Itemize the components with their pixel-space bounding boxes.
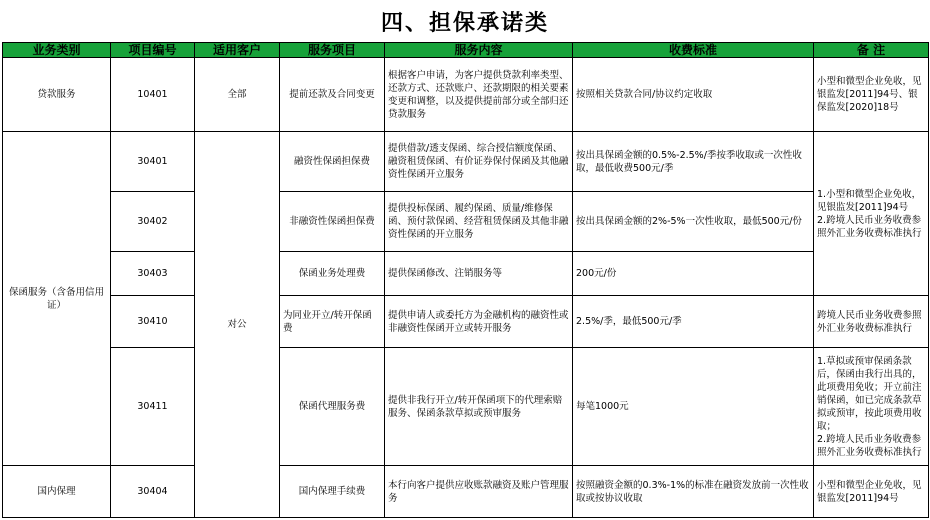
header-service: 服务项目	[280, 43, 385, 58]
content-cell: 提供非我行开立/转开保函项下的代理索赔服务、保函条款草拟或预审服务	[385, 348, 573, 466]
code-cell: 30404	[111, 466, 195, 518]
fee-cell: 按出具保函金额的0.5%-2.5%/季按季收取或一次性收取，最低收费500元/季	[573, 132, 814, 192]
code-cell: 30411	[111, 348, 195, 466]
content-cell: 本行向客户提供应收账款融资及账户管理服务	[385, 466, 573, 518]
code-cell: 30410	[111, 296, 195, 348]
table-row	[3, 192, 929, 252]
note-cell: 小型和微型企业免收，见银监发[2011]94号	[814, 466, 929, 518]
fee-cell: 每笔1000元	[573, 348, 814, 466]
fee-cell: 按照融资金额的0.3%-1%的标准在融资发放前一次性收取或按协议收取	[573, 466, 814, 518]
content-cell: 提供投标保函、履约保函、质量/维修保函、预付款保函、经营租赁保函及其他非融资性保函的开立服务	[385, 192, 573, 252]
service-cell: 提前还款及合同变更	[280, 58, 385, 132]
page-title: 四、担保承诺类	[380, 11, 549, 36]
table-row	[3, 58, 929, 132]
service-cell: 为同业开立/转开保函费	[280, 296, 385, 348]
header-category: 业务类别	[3, 43, 111, 58]
header-note: 备 注	[814, 43, 929, 58]
content-cell: 根据客户申请，为客户提供贷款利率类型、还款方式、还款账户、还款期限的相关要素变更和调整，以及提供提前部分或全部归还贷款服务	[385, 58, 573, 132]
category-cell: 贷款服务	[3, 58, 111, 132]
fee-cell: 2.5%/季，最低500元/季	[573, 296, 814, 348]
client-cell: 全部	[195, 58, 280, 132]
note-cell: 1.草拟或预审保函条款后，保函由我行出具的，此项费用免收；开立前注销保函，如已完成条款草拟或预审，按此项费用收取； 2.跨境人民币业务收费参照外汇业务收费标准执行	[814, 348, 929, 466]
note-cell: 小型和微型企业免收，见银监发[2011]94号、银保监发[2020]18号	[814, 58, 929, 132]
header-content: 服务内容	[385, 43, 573, 58]
code-cell: 30401	[111, 132, 195, 192]
fee-cell: 按照相关贷款合同/协议约定收取	[573, 58, 814, 132]
header-client: 适用客户	[195, 43, 280, 58]
content-cell: 提供保函修改、注销服务等	[385, 252, 573, 296]
code-cell: 30402	[111, 192, 195, 252]
header-fee: 收费标准	[573, 43, 814, 58]
header-row	[3, 43, 929, 58]
header-code: 项目编号	[111, 43, 195, 58]
fee-cell: 按出具保函金额的2%-5%一次性收取，最低500元/份	[573, 192, 814, 252]
table-row	[3, 132, 929, 192]
table-row	[3, 296, 929, 348]
content-cell: 提供申请人或委托方为金融机构的融资性或非融资性保函开立或转开服务	[385, 296, 573, 348]
client-cell: 对公	[195, 132, 280, 518]
fee-table	[2, 42, 929, 518]
fee-cell: 200元/份	[573, 252, 814, 296]
content-cell: 提供借款/透支保函、综合授信额度保函、融资租赁保函、有价证券保付保函及其他融资性保函开立服务	[385, 132, 573, 192]
code-cell: 30403	[111, 252, 195, 296]
service-cell: 融资性保函担保费	[280, 132, 385, 192]
table-row	[3, 466, 929, 518]
service-cell: 保函业务处理费	[280, 252, 385, 296]
note-cell: 1.小型和微型企业免收，见银监发[2011]94号 2.跨境人民币业务收费参照外汇业务收费标准执行	[814, 132, 929, 296]
table-row	[3, 348, 929, 466]
service-cell: 保函代理服务费	[280, 348, 385, 466]
code-cell: 10401	[111, 58, 195, 132]
service-cell: 非融资性保函担保费	[280, 192, 385, 252]
category-cell: 国内保理	[3, 466, 111, 518]
service-cell: 国内保理手续费	[280, 466, 385, 518]
table-row	[3, 252, 929, 296]
category-cell: 保函服务（含备用信用证）	[3, 132, 111, 466]
note-cell: 跨境人民币业务收费参照外汇业务收费标准执行	[814, 296, 929, 348]
